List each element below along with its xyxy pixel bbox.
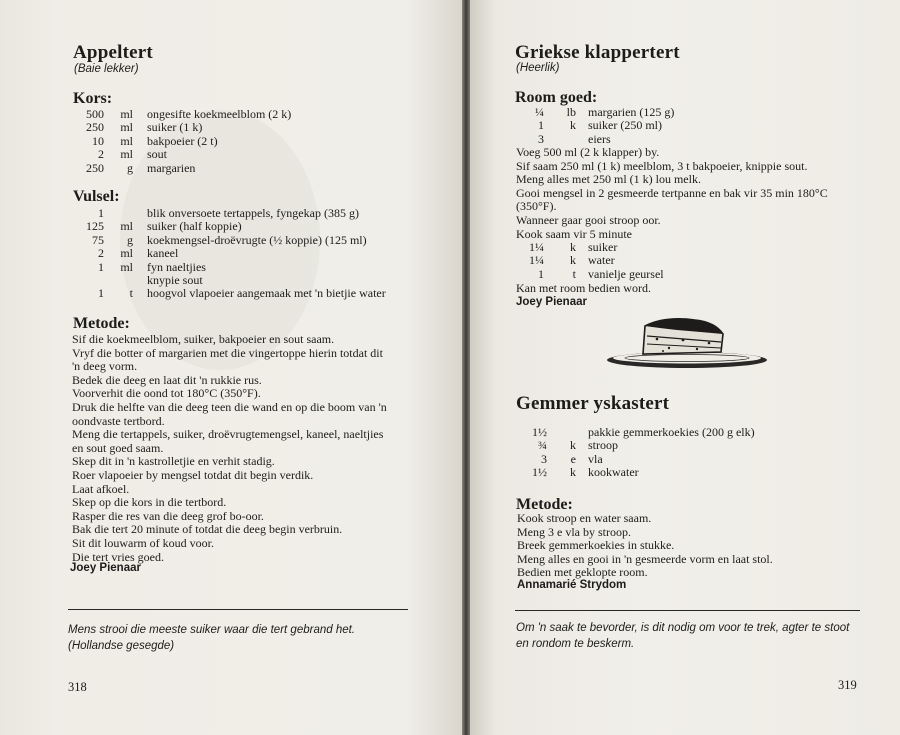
ingredient-amount: 1: [538, 118, 544, 133]
method-line: Kook stroop en water saam.: [517, 511, 652, 525]
ingredient-amount: 1: [98, 259, 104, 274]
page-number: 318: [68, 680, 87, 694]
signature-annamarie-strydom: Annamarié Strydom: [517, 579, 627, 591]
method-line: Sif saam 250 ml (1 k) meelblom, 3 t bakpoeier, knippie sout.: [516, 158, 808, 173]
ingredient-unit: e: [570, 451, 576, 466]
method-line: Bedek die deeg en laat dit 'n rukkie rus.: [72, 372, 262, 387]
method-line: Skep op die kors in die tertbord.: [72, 495, 227, 510]
ingredient-amount: 1: [98, 286, 104, 301]
method-line: Gooi mengsel in 2 gesmeerde tertpanne en bak vir 35 min 180°C: [516, 185, 828, 200]
vulsel-heading: Vulsel:: [73, 188, 120, 205]
method-line: Voeg 500 ml (2 k klapper) by.: [516, 145, 660, 159]
ingredient-amount: 500: [86, 107, 104, 121]
recipe-title-griekse-klappertert: Griekse klappertert: [515, 42, 680, 63]
method-line: Sit dit louwarm of koud voor.: [72, 535, 214, 550]
quote-note: [68, 622, 355, 654]
method-line: Voorverhit die oond tot 180°C (350°F).: [72, 386, 261, 401]
klappertert-steps: [516, 146, 828, 241]
ingredient-row: [470, 106, 900, 119]
ingredient-amount: 1: [538, 266, 544, 281]
ingredient-unit: ml: [120, 133, 133, 148]
metode-steps: [517, 512, 773, 580]
method-line: Meng alles en gooi in 'n gesmeerde vorm en laat stol.: [517, 551, 773, 566]
kors-ingredient-list: [0, 108, 460, 175]
ingredient-name: vla: [588, 451, 603, 466]
ingredient-name: knypie sout: [147, 272, 203, 287]
ingredient-name: margarien (125 g): [588, 105, 675, 119]
recipe-title-appeltert: Appeltert: [73, 42, 153, 63]
method-line: Druk die helfte van die deeg teen die wand en op die boom van 'n: [72, 399, 387, 414]
ingredient-row: [0, 220, 460, 233]
ingredient-name: eiers: [588, 131, 611, 146]
ingredient-name: kookwater: [588, 465, 639, 480]
ingredient-unit: t: [129, 286, 133, 301]
method-line: Vryf die botter of margarien met die vingertoppe hierin totdat dit: [72, 345, 383, 360]
recipe-subtitle: (Baie lekker): [74, 63, 139, 75]
kors-heading: Kors:: [73, 90, 113, 107]
page-319: [470, 0, 900, 735]
ingredient-unit: ml: [120, 147, 133, 162]
method-line: Bak die tert 20 minute of totdat die deeg begin verbruin.: [72, 522, 343, 537]
divider-rule: [515, 610, 860, 611]
ingredient-unit: k: [570, 438, 576, 453]
method-line: Meng alles met 250 ml (1 k) lou melk.: [516, 172, 701, 187]
ingredient-row: [470, 453, 900, 466]
signature-joey-pienaar: Joey Pienaar: [516, 296, 587, 308]
ingredient-amount: 1: [98, 206, 104, 220]
ingredient-amount: 3: [541, 451, 547, 466]
ingredient-unit: g: [127, 160, 133, 175]
ingredient-unit: ml: [120, 107, 133, 121]
method-line: 'n deeg vorm.: [72, 359, 138, 374]
ingredient-amount: ¼: [535, 105, 544, 119]
ingredient-name: pakkie gemmerkoekies (200 g elk): [588, 425, 755, 439]
ingredient-unit: g: [127, 232, 133, 247]
method-line: Rasper die res van die deeg grof bo-oor.: [72, 508, 264, 523]
ingredient-row: [0, 121, 460, 134]
quote-note: [516, 620, 849, 652]
room-ingredient-list: [470, 106, 900, 146]
ingredient-row: [470, 439, 900, 452]
ingredient-name: suiker (250 ml): [588, 118, 662, 133]
ingredient-amount: 1½: [532, 465, 547, 480]
ingredient-name: kaneel: [147, 246, 179, 261]
method-line: Bedien met geklopte room.: [517, 565, 648, 580]
ingredient-amount: 2: [98, 246, 104, 261]
ingredient-unit: ml: [120, 120, 133, 135]
ingredient-amount: 250: [86, 120, 104, 135]
ingredient-row: [0, 148, 460, 161]
method-line: Meng 3 e vla by stroop.: [517, 524, 631, 539]
ingredient-name: suiker: [588, 240, 618, 254]
ingredient-row: [0, 207, 460, 220]
ingredient-unit: ml: [120, 246, 133, 261]
ingredient-name: fyn naeltjies: [147, 259, 206, 274]
quote-source: (Hollandse gesegde): [68, 640, 175, 652]
quote-line-2: en rondom te beskerm.: [516, 638, 635, 650]
ingredient-amount: 250: [86, 160, 104, 175]
ingredient-amount: 2: [98, 147, 104, 162]
room-goed-heading: Room goed:: [515, 89, 598, 106]
method-line: Skep dit in 'n kastrolletjie en verhit stadig.: [72, 454, 275, 469]
ingredient-row: [0, 247, 460, 260]
ingredient-unit: k: [570, 253, 576, 268]
ingredient-name: ongesifte koekmeelblom (2 k): [147, 107, 292, 121]
method-line: Laat afkoel.: [72, 481, 130, 496]
ingredient-row: [470, 268, 900, 281]
quote-line: Mens strooi die meeste suiker waar die tert gebrand het.: [68, 624, 356, 636]
recipe-subtitle: (Heerlik): [516, 62, 560, 74]
ingredient-row: [470, 119, 900, 132]
ingredient-name: bakpoeier (2 t): [147, 133, 218, 148]
metode-steps: [72, 333, 387, 564]
method-line: Die tert vries goed.: [72, 549, 164, 564]
ingredient-row: [0, 108, 460, 121]
method-line: Wanneer gaar gooi stroop oor.: [516, 212, 661, 227]
book-gutter: [462, 0, 470, 735]
method-line: Breek gemmerkoekies in stukke.: [517, 538, 675, 553]
ingredient-row: [470, 466, 900, 479]
ingredient-unit: ml: [120, 219, 133, 234]
ingredient-row: [470, 241, 900, 254]
ingredient-amount: 10: [92, 133, 104, 148]
stroop-ingredient-list: [470, 241, 900, 281]
ingredient-name: hoogvol vlapoeier aangemaak met 'n bietjie water: [147, 286, 386, 301]
ingredient-amount: ¾: [538, 438, 547, 453]
ingredient-name: blik onversoete tertappels, fyngekap (385 g): [147, 206, 359, 220]
method-line: en sout goed saam.: [72, 440, 164, 455]
signature-joey-pienaar: Joey Pienaar: [70, 562, 141, 574]
ingredient-row: [0, 135, 460, 148]
method-line: Kook saam vir 5 minute: [516, 226, 632, 241]
ingredient-unit: lb: [566, 105, 576, 119]
ingredient-row: [0, 162, 460, 175]
ingredient-amount: 1½: [532, 425, 547, 439]
method-line: oondvaste tertbord.: [72, 413, 165, 428]
recipe-title-gemmer-yskastert: Gemmer yskastert: [516, 393, 670, 414]
ingredient-name: margarien: [147, 160, 196, 175]
ingredient-row: [470, 254, 900, 267]
ingredient-row: [470, 426, 900, 439]
ingredient-unit: k: [570, 240, 576, 254]
ingredient-amount: 3: [538, 131, 544, 146]
ingredient-name: vanielje geursel: [588, 266, 664, 281]
ingredient-amount: 1¼: [529, 253, 544, 268]
ingredient-row: [0, 234, 460, 247]
ingredient-name: suiker (1 k): [147, 120, 203, 135]
page-number: 319: [838, 678, 857, 692]
ingredient-name: suiker (half koppie): [147, 219, 242, 234]
ingredient-unit: k: [570, 118, 576, 133]
ingredient-name: sout: [147, 147, 168, 162]
ingredient-name: koekmengsel-droëvrugte (½ koppie) (125 ml): [147, 232, 367, 247]
vulsel-ingredient-list: [0, 207, 460, 301]
metode-heading: Metode:: [73, 315, 130, 332]
ingredient-unit: t: [572, 266, 576, 281]
ingredient-amount: 125: [86, 219, 104, 234]
ingredient-unit: ml: [120, 259, 133, 274]
quote-line: Om 'n saak te bevorder, is dit nodig om voor te trek, agter te stoot: [516, 622, 850, 634]
method-line: Roer vlapoeier by mengsel totdat dit begin verdik.: [72, 467, 314, 482]
ingredient-unit: k: [570, 465, 576, 480]
ingredient-amount: 75: [92, 232, 104, 247]
ingredient-name: stroop: [588, 438, 618, 453]
method-line: (350°F).: [516, 199, 557, 214]
ingredient-row: [0, 287, 460, 300]
metode-heading: Metode:: [516, 496, 573, 513]
divider-rule: [68, 609, 408, 610]
serving-step: [516, 282, 651, 296]
cake-slice-illustration: [605, 308, 775, 378]
gemmer-ingredient-list: [470, 426, 900, 480]
ingredient-amount: 1¼: [529, 240, 544, 254]
ingredient-row: [0, 274, 460, 287]
method-line: Kan met room bedien word.: [516, 281, 651, 295]
ingredient-name: water: [588, 253, 615, 268]
method-line: Sif die koekmeelblom, suiker, bakpoeier en sout saam.: [72, 332, 335, 346]
ingredient-row: [0, 261, 460, 274]
method-line: Meng die tertappels, suiker, droëvrugtemengsel, kaneel, naeltjies: [72, 427, 384, 442]
